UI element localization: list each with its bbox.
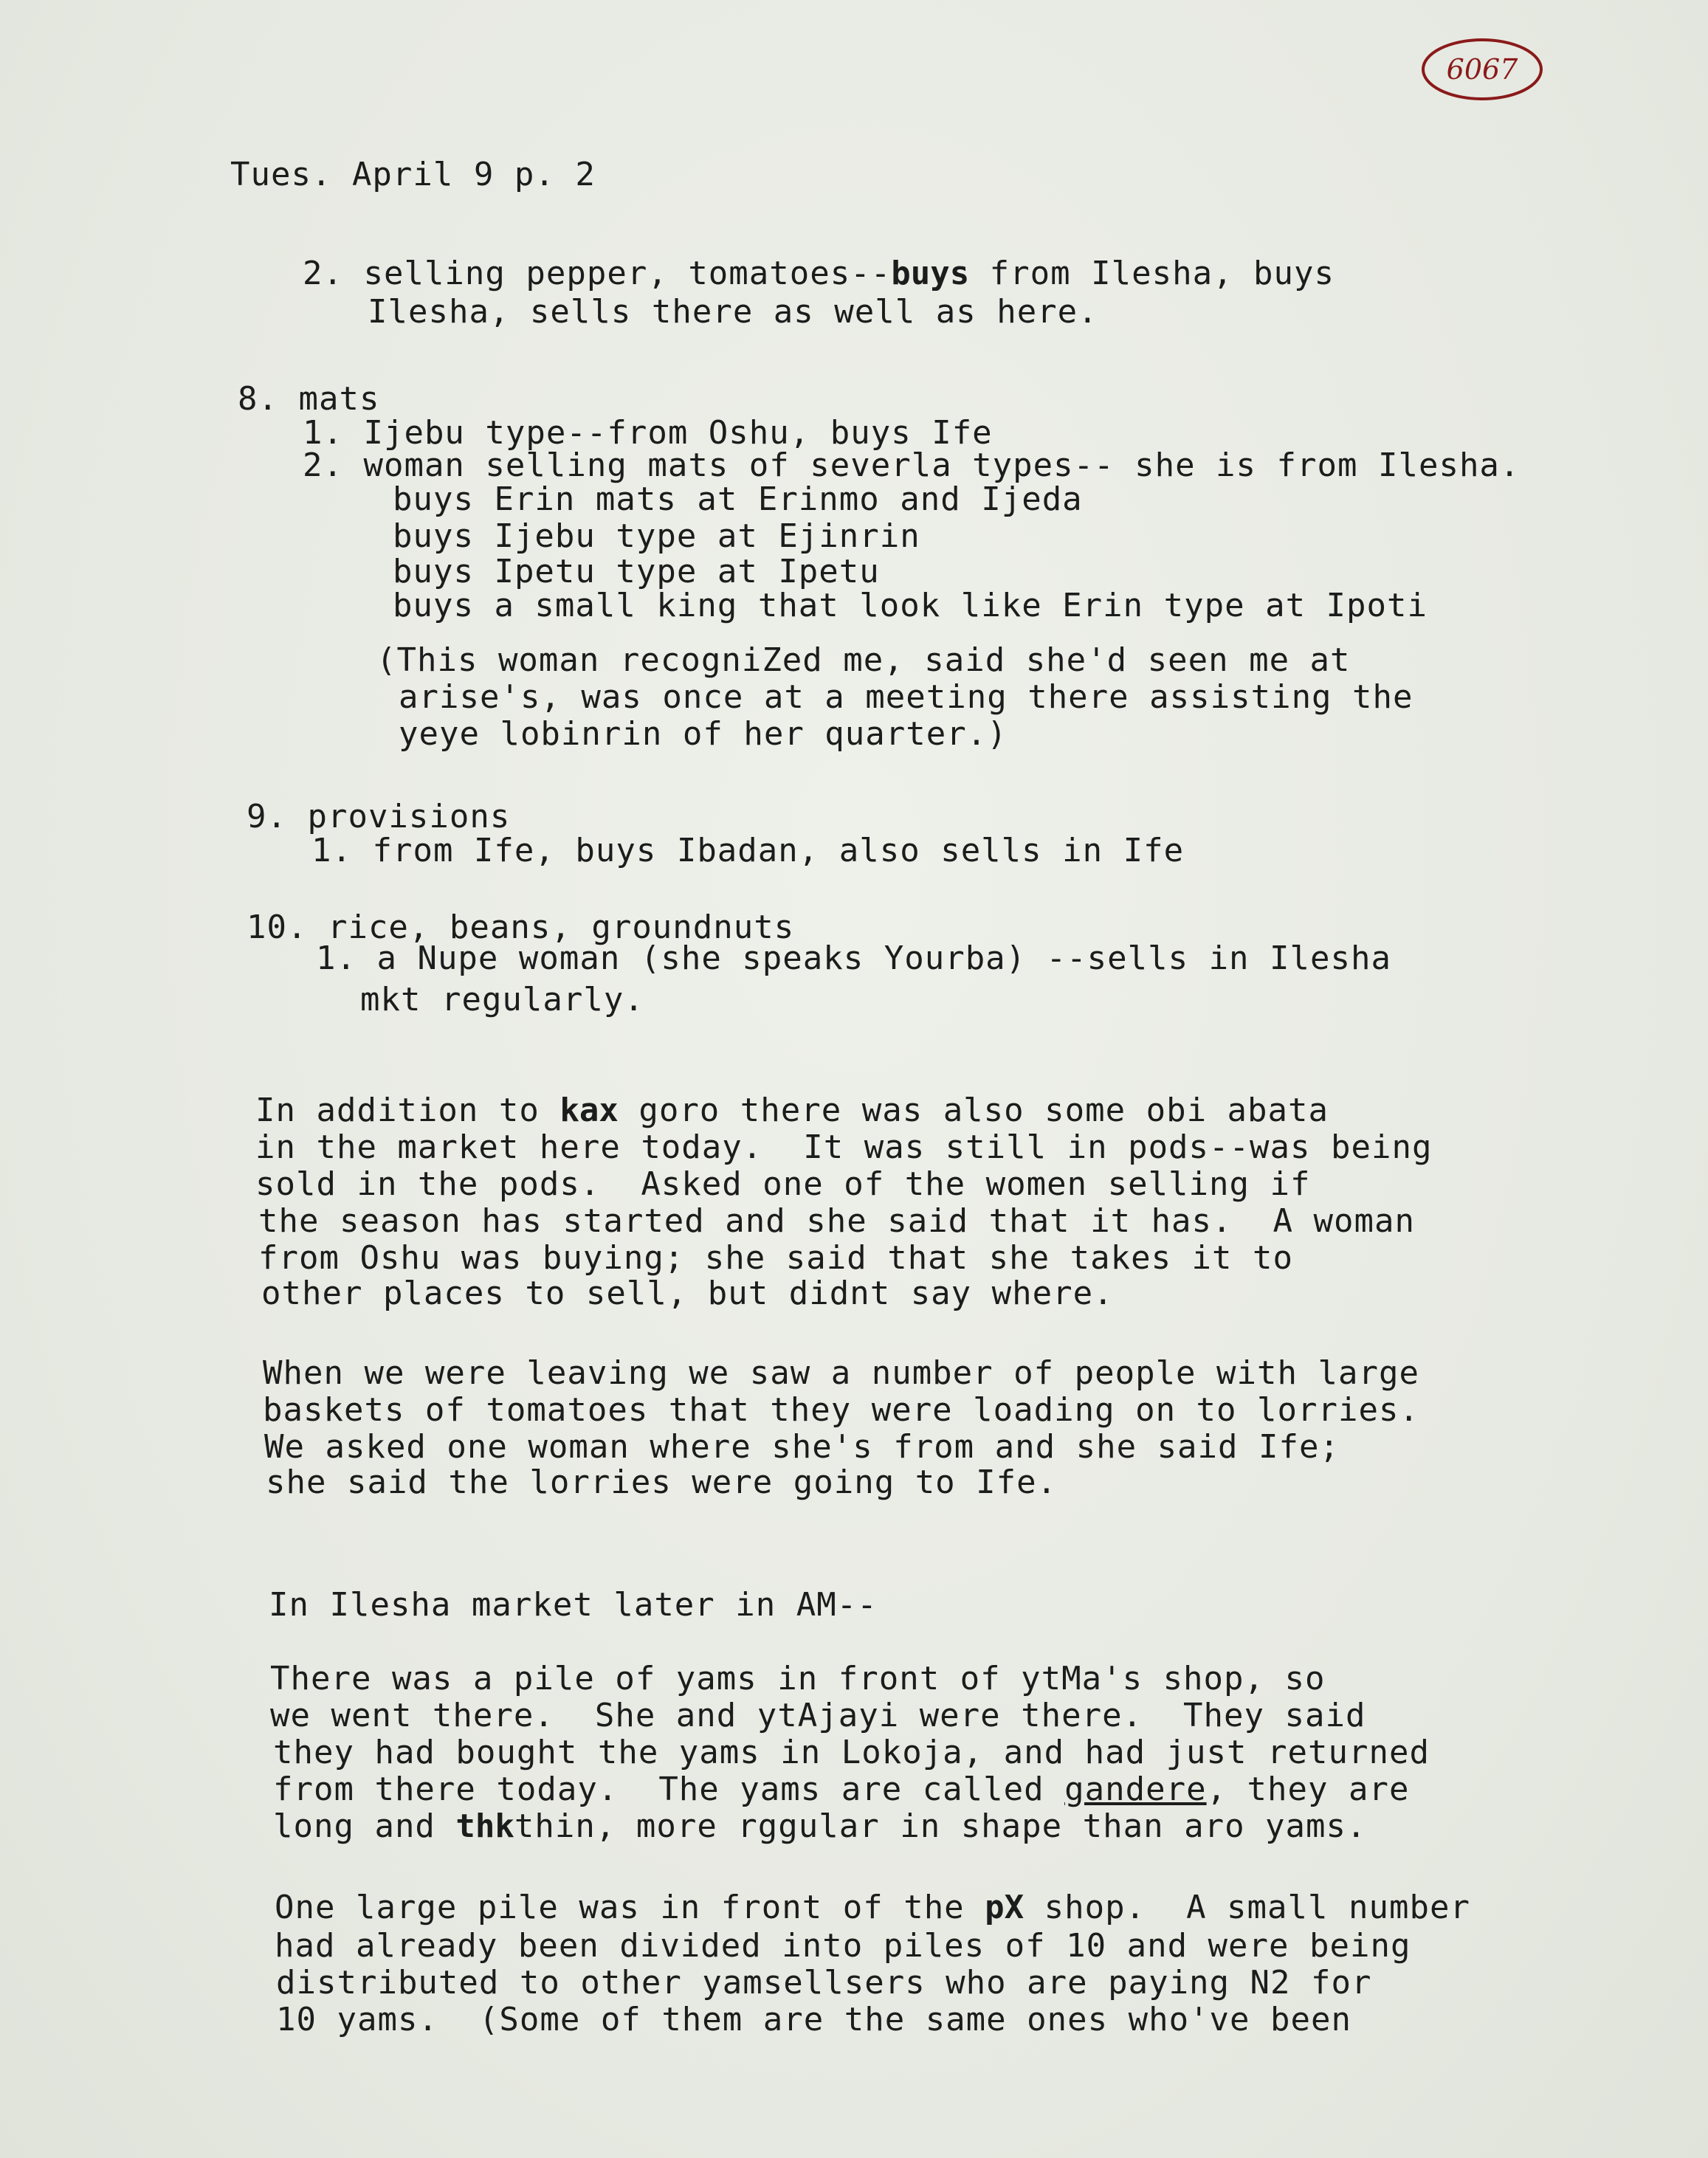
struck-out-text: thk: [455, 1807, 514, 1845]
paragraph-leaving-line1: When we were leaving we saw a number of people with large: [263, 1354, 1419, 1392]
paragraph-obi-line2: in the market here today. It was still in pods--was being: [255, 1128, 1433, 1166]
paragraph-pile-line4: 10 yams. (Some of them are the same ones who've been: [276, 2001, 1351, 2038]
paragraph-pile-text-b: shop. A small number: [1024, 1889, 1470, 1926]
item-mats-2: 2. woman selling mats of severla types-- she is from Ilesha.: [303, 447, 1521, 484]
paragraph-leaving-line2: baskets of tomatoes that they were loading on to lorries.: [263, 1391, 1419, 1429]
paragraph-obi-line6: other places to sell, but didnt say where.: [261, 1275, 1114, 1312]
item-provisions-heading: 9. provisions: [247, 798, 511, 835]
underlined-term: gandere: [1064, 1771, 1207, 1808]
item-mats-2b: buys Ijebu type at Ejinrin: [393, 517, 920, 555]
page-number-stamp: [1419, 34, 1546, 105]
item-mats-note2: arise's, was once at a meeting there assisting the: [399, 678, 1413, 716]
paragraph-yams-text-b: , they are: [1206, 1771, 1410, 1808]
item-pepper-text-b: from Ilesha, buys: [969, 255, 1335, 292]
item-mats-2d: buys a small king that look like Erin type at Ipoti: [393, 587, 1428, 624]
paragraph-pile-line1: [275, 1889, 1470, 1926]
paragraph-leaving-line4: she said the lorries were going to Ife.: [266, 1464, 1058, 1501]
paragraph-yams-line4: [273, 1771, 1409, 1808]
paragraph-obi-text-a: In addition to: [255, 1092, 560, 1129]
paragraph-obi-line3: sold in the pods. Asked one of the women selling if: [255, 1165, 1311, 1203]
item-rice-1: 1. a Nupe woman (she speaks Yourba) --sells in Ilesha: [316, 940, 1391, 977]
paragraph-obi-text-b: goro there was also some obi abata: [618, 1092, 1329, 1129]
item-mats-note3: yeye lobinrin of her quarter.): [399, 715, 1008, 753]
item-pepper-line2: Ilesha, sells there as well as here.: [368, 293, 1098, 331]
paragraph-yams-text-c: long and: [273, 1807, 456, 1845]
paragraph-pile-line2: had already been divided into piles of 10 and were being: [275, 1927, 1411, 1965]
item-rice-1b: mkt regularly.: [360, 981, 644, 1018]
item-provisions-1: 1. from Ife, buys Ibadan, also sells in Ife: [311, 832, 1185, 869]
paragraph-yams-text-a: from there today. The yams are called: [273, 1771, 1065, 1808]
item-mats-2a: buys Erin mats at Erinmo and Ijeda: [393, 480, 1083, 518]
stamp-number: 6067: [1446, 53, 1518, 86]
paragraph-yams-line2: we went there. She and ytAjayi were there. They said: [270, 1697, 1366, 1734]
item-mats-1: 1. Ijebu type--from Oshu, buys Ife: [303, 414, 993, 452]
paragraph-yams-text-d: thin, more rggular in shape than aro yams.: [514, 1807, 1367, 1845]
page-header: Tues. April 9 p. 2: [230, 156, 596, 193]
paragraph-pile-line3: distributed to other yamsellsers who are paying N2 for: [276, 1964, 1372, 2002]
paragraph-obi-line5: from Oshu was buying; she said that she takes it to: [258, 1239, 1294, 1277]
paragraph-leaving-line3: We asked one woman where she's from and she said Ife;: [264, 1428, 1340, 1466]
item-rice-heading: 10. rice, beans, groundnuts: [247, 909, 795, 946]
item-mats-note1: (This woman recogniZed me, said she'd seen me at: [376, 641, 1351, 679]
paragraph-yams-line5: [273, 1808, 1367, 1845]
item-mats-2c: buys Ipetu type at Ipetu: [393, 553, 880, 590]
struck-out-text: buys: [891, 255, 970, 292]
item-mats-heading: 8. mats: [238, 380, 380, 418]
item-pepper-line1: [303, 255, 1335, 292]
paragraph-obi-line1: [255, 1092, 1329, 1129]
item-pepper-text-a: 2. selling pepper, tomatoes--: [303, 255, 892, 292]
struck-out-text: kax: [559, 1092, 619, 1129]
paragraph-pile-text-a: One large pile was in front of the: [275, 1889, 985, 1926]
paragraph-yams-line3: they had bought the yams in Lokoja, and had just returned: [273, 1734, 1430, 1771]
paragraph-obi-line4: the season has started and she said that it has. A woman: [258, 1202, 1415, 1240]
section-heading-ilesha: In Ilesha market later in AM--: [269, 1586, 878, 1624]
struck-out-text: pX: [985, 1889, 1025, 1926]
paragraph-yams-line1: There was a pile of yams in front of ytMa's shop, so: [270, 1660, 1326, 1697]
